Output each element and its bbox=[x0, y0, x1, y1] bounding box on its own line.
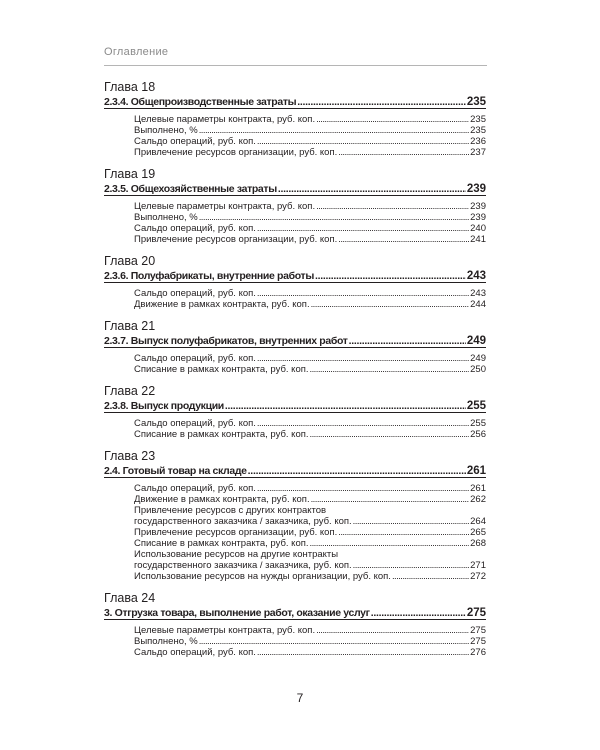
toc-entry[interactable] bbox=[104, 201, 486, 212]
toc-entry[interactable] bbox=[104, 560, 486, 571]
toc-entry-text: Выполнено, % bbox=[134, 636, 198, 647]
dot-leader bbox=[353, 516, 469, 527]
toc-entry-page: 265 bbox=[470, 527, 486, 538]
section-entry-page: 243 bbox=[466, 270, 486, 282]
dot-leader bbox=[225, 399, 466, 413]
dot-leader bbox=[311, 494, 470, 505]
toc-entry[interactable] bbox=[104, 125, 486, 136]
dot-leader bbox=[371, 606, 466, 620]
dot-leader bbox=[349, 334, 466, 348]
dot-leader bbox=[353, 560, 469, 571]
toc-entry[interactable] bbox=[104, 136, 486, 147]
dot-leader bbox=[316, 625, 469, 636]
toc-entry-text: Привлечение ресурсов организации, руб. коп. bbox=[134, 527, 338, 538]
header-rule bbox=[104, 65, 487, 66]
dot-leader bbox=[338, 234, 469, 245]
dot-leader bbox=[199, 125, 469, 136]
section-entry-text: 2.4. Готовый товар на складе bbox=[104, 465, 247, 477]
section-entry[interactable] bbox=[104, 399, 486, 413]
toc-entry-text: Привлечение ресурсов организации, руб. коп. bbox=[134, 234, 338, 245]
section-entry[interactable] bbox=[104, 464, 486, 478]
toc-entry-page: 255 bbox=[470, 418, 486, 429]
toc-entry[interactable] bbox=[104, 516, 486, 527]
dot-leader bbox=[257, 223, 469, 234]
toc-entry-page: 256 bbox=[470, 429, 486, 440]
section-entry-page: 255 bbox=[466, 400, 486, 412]
dot-leader bbox=[257, 483, 469, 494]
section-entry-page: 239 bbox=[466, 183, 486, 195]
dot-leader bbox=[278, 182, 466, 196]
toc-entry-text: Сальдо операций, руб. коп. bbox=[134, 418, 256, 429]
dot-leader bbox=[315, 269, 466, 283]
section-entry-page: 261 bbox=[466, 465, 486, 477]
chapter-title: Глава 22 bbox=[104, 384, 156, 398]
dot-leader bbox=[257, 353, 469, 364]
dot-leader bbox=[392, 571, 469, 582]
toc-entry[interactable] bbox=[104, 429, 486, 440]
toc-entry-page: 235 bbox=[470, 125, 486, 136]
section-entry[interactable] bbox=[104, 334, 486, 348]
toc-entry-page: 275 bbox=[470, 625, 486, 636]
toc-entry-lead: Использование ресурсов на другие контракты bbox=[134, 549, 339, 560]
toc-entry-page: 264 bbox=[470, 516, 486, 527]
toc-entry-text: Сальдо операций, руб. коп. bbox=[134, 353, 256, 364]
toc-entry-page: 236 bbox=[470, 136, 486, 147]
dot-leader bbox=[248, 464, 466, 478]
toc-entry-page: 237 bbox=[470, 147, 486, 158]
toc-entry-text: Списание в рамках контракта, руб. коп. bbox=[134, 429, 309, 440]
toc-entry-text: Движение в рамках контракта, руб. коп. bbox=[134, 494, 310, 505]
chapter-block bbox=[104, 591, 486, 658]
toc-entry[interactable] bbox=[104, 223, 486, 234]
toc-entry-page: 271 bbox=[470, 560, 486, 571]
toc-entry-page: 261 bbox=[470, 483, 486, 494]
toc-entry[interactable] bbox=[104, 625, 486, 636]
toc-entry-page: 235 bbox=[470, 114, 486, 125]
toc-entry-text: Сальдо операций, руб. коп. bbox=[134, 483, 256, 494]
toc-entry-text: Движение в рамках контракта, руб. коп. bbox=[134, 299, 310, 310]
toc-entry[interactable] bbox=[104, 418, 486, 429]
toc-entry-page: 239 bbox=[470, 212, 486, 223]
toc-entry-page: 276 bbox=[470, 647, 486, 658]
toc-entry-text: Выполнено, % bbox=[134, 212, 198, 223]
toc-entry-page: 239 bbox=[470, 201, 486, 212]
dot-leader bbox=[257, 647, 469, 658]
dot-leader bbox=[257, 418, 469, 429]
dot-leader bbox=[257, 136, 469, 147]
toc-entry-text: Использование ресурсов на нужды организации, руб. коп. bbox=[134, 571, 391, 582]
toc-entry-text: Сальдо операций, руб. коп. bbox=[134, 136, 256, 147]
toc-entry[interactable] bbox=[104, 353, 486, 364]
chapter-block bbox=[104, 254, 486, 310]
section-entry-text: 2.3.6. Полуфабрикаты, внутренние работы bbox=[104, 270, 314, 282]
toc-entry-page: 243 bbox=[470, 288, 486, 299]
dot-leader bbox=[338, 527, 469, 538]
section-entry-page: 249 bbox=[466, 335, 486, 347]
running-head: Оглавление bbox=[104, 46, 169, 58]
chapter-title: Глава 18 bbox=[104, 80, 156, 94]
dot-leader bbox=[297, 95, 466, 109]
chapter-block bbox=[104, 167, 486, 245]
toc-entry-page: 244 bbox=[470, 299, 486, 310]
toc-entry-text: государственного заказчика / заказчика, руб. коп. bbox=[134, 560, 352, 571]
dot-leader bbox=[316, 201, 469, 212]
toc-entry-page: 272 bbox=[470, 571, 486, 582]
toc-entry-text: Списание в рамках контракта, руб. коп. bbox=[134, 538, 309, 549]
chapter-title: Глава 23 bbox=[104, 449, 156, 463]
page-number: 7 bbox=[296, 691, 304, 705]
toc-entry-text: Сальдо операций, руб. коп. bbox=[134, 288, 256, 299]
chapter-block bbox=[104, 449, 486, 582]
toc-entry-text: Сальдо операций, руб. коп. bbox=[134, 647, 256, 658]
dot-leader bbox=[257, 288, 469, 299]
toc-entry-text: Выполнено, % bbox=[134, 125, 198, 136]
section-entry[interactable] bbox=[104, 269, 486, 283]
dot-leader bbox=[199, 636, 469, 647]
toc-entry-text: Привлечение ресурсов организации, руб. коп. bbox=[134, 147, 338, 158]
toc-entry-page: 250 bbox=[470, 364, 486, 375]
chapter-block bbox=[104, 319, 486, 375]
section-entry-text: 2.3.4. Общепроизводственные затраты bbox=[104, 96, 297, 108]
toc-entry[interactable] bbox=[104, 538, 486, 549]
chapter-block bbox=[104, 384, 486, 440]
toc-entry[interactable] bbox=[104, 636, 486, 647]
chapter-title: Глава 20 bbox=[104, 254, 156, 268]
toc-entry-page: 268 bbox=[470, 538, 486, 549]
toc-entry-page: 262 bbox=[470, 494, 486, 505]
section-entry-text: 2.3.7. Выпуск полуфабрикатов, внутренних работ bbox=[104, 335, 348, 347]
toc-entry-lead: Привлечение ресурсов с других контрактов bbox=[134, 505, 327, 516]
toc-entry[interactable] bbox=[104, 288, 486, 299]
dot-leader bbox=[316, 114, 469, 125]
dot-leader bbox=[310, 429, 470, 440]
chapter-title: Глава 19 bbox=[104, 167, 156, 181]
toc-entry[interactable] bbox=[104, 114, 486, 125]
toc-entry[interactable] bbox=[104, 483, 486, 494]
toc-entry[interactable] bbox=[104, 647, 486, 658]
chapter-block bbox=[104, 80, 486, 158]
toc-entry-page: 249 bbox=[470, 353, 486, 364]
toc-entry-page: 275 bbox=[470, 636, 486, 647]
toc-entry-text: Сальдо операций, руб. коп. bbox=[134, 223, 256, 234]
toc-entry-page: 241 bbox=[470, 234, 486, 245]
section-entry-text: 2.3.8. Выпуск продукции bbox=[104, 400, 224, 412]
toc-entry[interactable] bbox=[104, 299, 486, 310]
dot-leader bbox=[338, 147, 469, 158]
section-entry-page: 275 bbox=[466, 607, 486, 619]
toc-entry-text: Целевые параметры контракта, руб. коп. bbox=[134, 625, 316, 636]
toc-entry-text: государственного заказчика / заказчика, руб. коп. bbox=[134, 516, 352, 527]
toc-entry-page: 240 bbox=[470, 223, 486, 234]
dot-leader bbox=[199, 212, 469, 223]
section-entry[interactable] bbox=[104, 182, 486, 196]
section-entry-text: 3. Отгрузка товара, выполнение работ, оказание услуг bbox=[104, 607, 370, 619]
section-entry[interactable] bbox=[104, 95, 486, 109]
table-of-contents bbox=[104, 80, 486, 667]
toc-entry[interactable] bbox=[104, 147, 486, 158]
toc-entry[interactable] bbox=[104, 494, 486, 505]
dot-leader bbox=[310, 364, 470, 375]
section-entry[interactable] bbox=[104, 606, 486, 620]
toc-entry[interactable] bbox=[104, 234, 486, 245]
toc-entry[interactable] bbox=[104, 364, 486, 375]
chapter-title: Глава 24 bbox=[104, 591, 156, 605]
toc-entry-text: Списание в рамках контракта, руб. коп. bbox=[134, 364, 309, 375]
dot-leader bbox=[310, 538, 470, 549]
dot-leader bbox=[311, 299, 470, 310]
toc-entry[interactable] bbox=[104, 527, 486, 538]
toc-entry[interactable] bbox=[104, 212, 486, 223]
section-entry-page: 235 bbox=[466, 96, 486, 108]
section-entry-text: 2.3.5. Общехозяйственные затраты bbox=[104, 183, 277, 195]
chapter-title: Глава 21 bbox=[104, 319, 156, 333]
toc-entry-text: Целевые параметры контракта, руб. коп. bbox=[134, 201, 316, 212]
toc-entry-text: Целевые параметры контракта, руб. коп. bbox=[134, 114, 316, 125]
toc-entry[interactable] bbox=[104, 571, 486, 582]
